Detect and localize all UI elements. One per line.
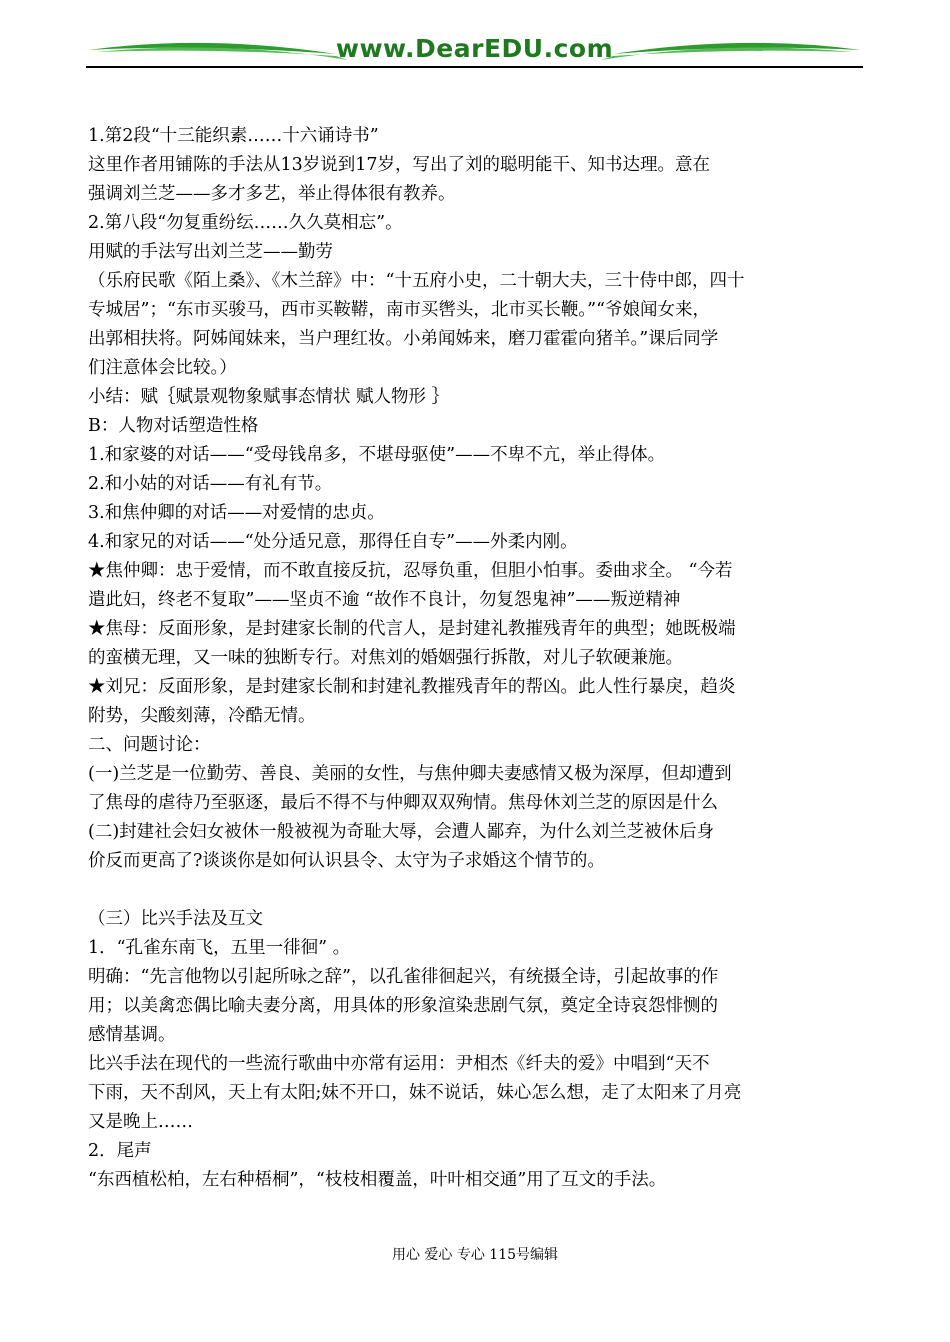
text-line: 用赋的手法写出刘兰芝——勤劳 (88, 242, 333, 262)
text-line: (一)兰芝是一位勤劳、善良、美丽的女性，与焦仲卿夫妻感情又极为深厚，但却遭到 (88, 764, 732, 784)
text-line: 价反而更高了?谈谈你是如何认识县令、太守为子求婚这个情节的。 (88, 851, 605, 871)
text-line: 比兴手法在现代的一些流行歌曲中亦常有运用：尹相杰《纤夫的爱》中唱到“天不 (88, 1054, 710, 1074)
text-line: 遣此妇，终老不复取”——坚贞不逾 “故作不良计，勿复怨鬼神”——叛逆精神 (88, 590, 681, 610)
text-line: 用；以美禽恋偶比喻夫妻分离，用具体的形象渲染悲剧气氛，奠定全诗哀怨悱恻的 (88, 996, 718, 1016)
text-line: 1.和家婆的对话——“受母钱帛多，不堪母驱使”——不卑不亢，举止得体。 (88, 445, 666, 465)
blank-line (88, 876, 863, 905)
text-line: “东西植松柏，左右种梧桐”，“枝枝相覆盖，叶叶相交通”用了互文的手法。 (88, 1170, 667, 1190)
text-line: 小结：赋｛赋景观物象赋事态情状 赋人物形 ｝ (88, 387, 450, 407)
text-line: 感情基调。 (88, 1025, 176, 1045)
text-line: 们注意体会比较。） (88, 358, 237, 378)
text-line: 1.第2段“十三能织素……十六诵诗书” (88, 126, 379, 146)
text-line: 4.和家兄的对话——“处分适兄意，那得任自专”——外柔内刚。 (88, 532, 578, 552)
document-body (88, 122, 863, 1195)
text-line: 的蛮横无理，又一味的独断专行。对焦刘的婚姻强行拆散，对儿子软硬兼施。 (88, 648, 683, 668)
text-line: 1．“孔雀东南飞，五里一徘徊” 。 (88, 938, 351, 958)
text-line: (二)封建社会妇女被休一般被视为奇耻大辱，会遭人鄙弃，为什么刘兰芝被休后身 (88, 822, 715, 842)
header-divider (86, 66, 863, 68)
text-line: B：人物对话塑造性格 (88, 416, 259, 436)
text-line: 2.和小姑的对话——有礼有节。 (88, 474, 333, 494)
site-name[interactable]: www.DearEDU.com (335, 34, 614, 63)
text-line: 了焦母的虐待乃至驱逐，最后不得不与仲卿双双殉情。焦母休刘兰芝的原因是什么 (88, 793, 718, 813)
text-line: （乐府民歌《陌上桑》、《木兰辞》中：“十五府小史，二十朝大夫，三十侍中郎，四十 (88, 271, 745, 291)
text-line: 3.和焦仲卿的对话——对爱情的忠贞。 (88, 503, 385, 523)
text-line: 2．尾声 (88, 1141, 152, 1161)
text-line: 附势，尖酸刻薄，冷酷无情。 (88, 706, 316, 726)
text-line: 明确：“先言他物以引起所咏之辞”，以孔雀徘徊起兴，有统摄全诗，引起故事的作 (88, 967, 719, 987)
text-line: 2.第八段“勿复重纷纭……久久莫相忘”。 (88, 213, 403, 233)
text-line: 下雨，天不刮风，天上有太阳;妹不开口，妹不说话，妹心怎么想，走了太阳来了月亮 (88, 1083, 742, 1103)
text-line: 二、问题讨论： (88, 735, 211, 755)
text-line: ★焦仲卿：忠于爱情，而不敢直接反抗，忍辱负重，但胆小怕事。委曲求全。 “今若 (88, 561, 733, 581)
text-line: 出郭相扶将。阿姊闻妹来，当户理红妆。小弟闻姊来，磨刀霍霍向猪羊。”课后同学 (88, 329, 719, 349)
text-line: 又是晚上…… (88, 1112, 193, 1132)
text-line: ★焦母：反面形象，是封建家长制的代言人，是封建礼教摧残青年的典型；她既极端 (88, 619, 736, 639)
text-line: 专城居”；“东市买骏马，西市买鞍鞯，南市买辔头，北市买长鞭。”“爷娘闻女来， (88, 300, 711, 320)
text-line: 这里作者用铺陈的手法从13岁说到17岁，写出了刘的聪明能干、知书达理。意在 (88, 155, 711, 175)
page-footer: 用心 爱心 专心 115号编辑 (391, 1247, 559, 1263)
text-line: 强调刘兰芝——多才多艺，举止得体很有教养。 (88, 184, 456, 204)
text-line: ★刘兄：反面形象，是封建家长制和封建礼教摧残青年的帮凶。此人性行暴戾，趋炎 (88, 677, 736, 697)
text-line: （三）比兴手法及互文 (88, 909, 263, 929)
